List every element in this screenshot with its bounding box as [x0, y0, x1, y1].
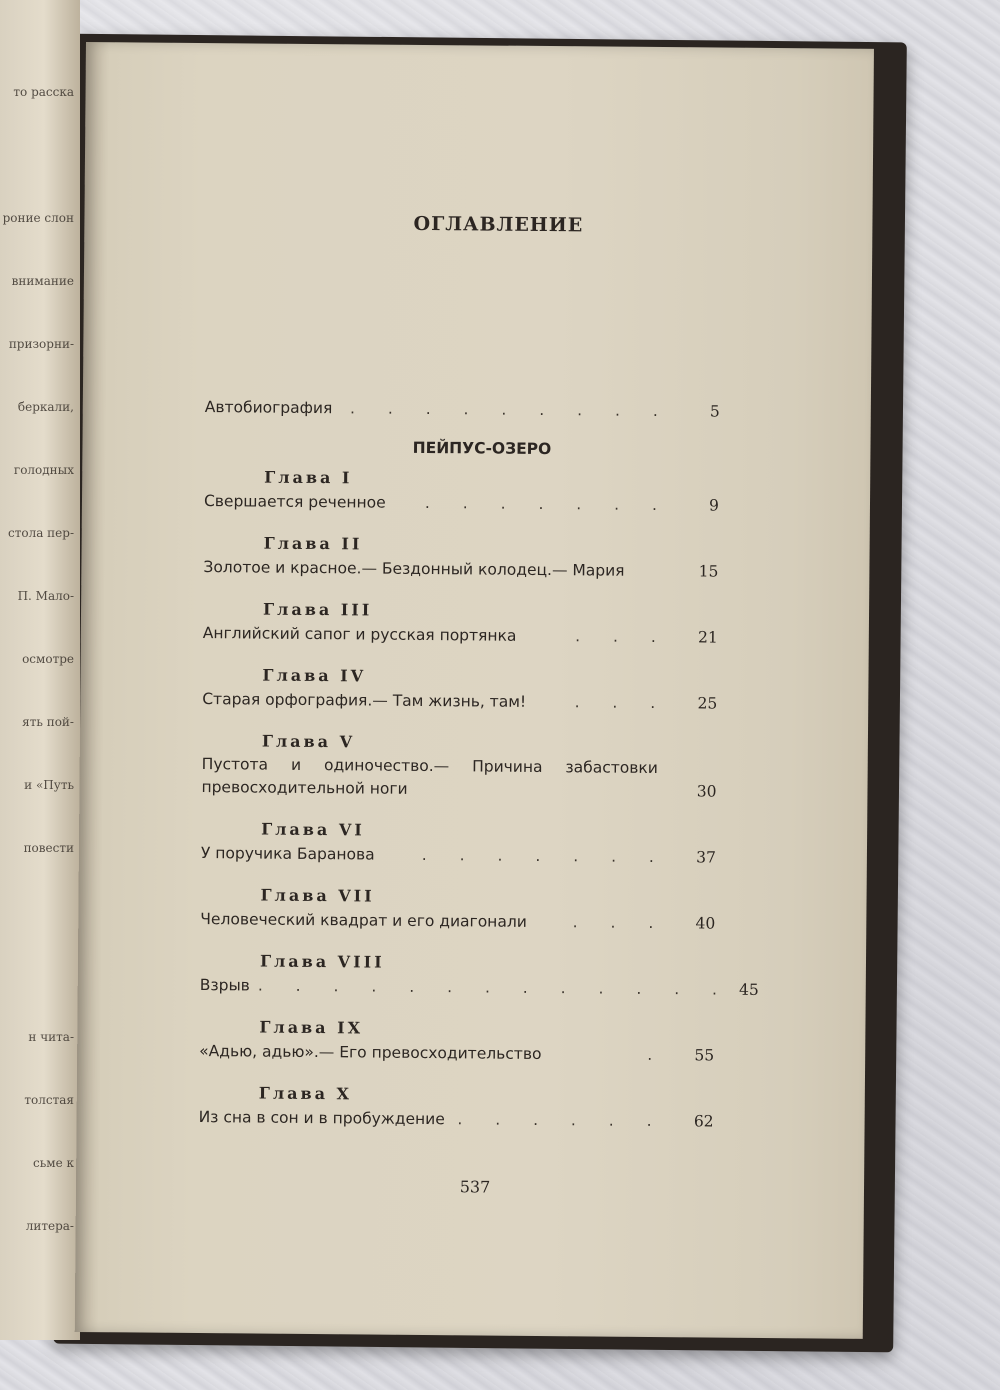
chapter-heading: Глава III — [262, 599, 373, 620]
chapter-block — [200, 883, 715, 935]
dot-leader: . . . . . . . . . . . . . — [257, 976, 732, 999]
book-page — [75, 42, 874, 1339]
chapter-block — [199, 1015, 714, 1067]
toc-entry — [199, 1105, 714, 1133]
dot-leader: . . . — [572, 913, 668, 933]
chapter-heading: Глава IX — [259, 1017, 364, 1038]
toc-entry-label: «Адью, адью».— Его превосходительство — [199, 1042, 542, 1064]
toc-entry-label: Свершается реченное — [203, 492, 386, 512]
toc-entry-label-line1: Пустота и одиночество.— Причина забастовки — [201, 755, 658, 778]
chapter-heading: Глава I — [264, 467, 353, 488]
toc-page-number: 45 — [738, 980, 759, 999]
chapter-block — [199, 949, 759, 1001]
toc-entry-multiline — [201, 753, 716, 803]
left-page-text — [0, 40, 80, 1279]
left-page-line: сьме к — [32, 1156, 74, 1170]
toc-entry — [201, 775, 716, 803]
left-page-line: П. Мало- — [17, 589, 74, 603]
chapter-block — [203, 597, 718, 649]
chapter-heading: Глава VII — [260, 885, 375, 906]
toc-page-number: 40 — [695, 914, 716, 933]
toc-page-number: 37 — [696, 848, 716, 867]
toc-page-number: 5 — [709, 402, 720, 421]
toc-entry — [202, 687, 717, 715]
toc-page-number: 21 — [698, 628, 718, 647]
left-page-line: и «Путь — [24, 778, 74, 792]
toc-entry-label: Английский сапог и русская портянка — [202, 624, 517, 645]
toc-page-number: 30 — [696, 782, 717, 801]
dot-leader: . . . — [575, 627, 670, 647]
chapter-block — [204, 465, 719, 517]
page-number-footer: 537 — [459, 1177, 491, 1197]
left-page-line: н чита- — [28, 1030, 74, 1044]
toc-entry-label: У поручика Баранова — [200, 844, 375, 864]
chapter-heading: Глава IV — [262, 665, 367, 686]
toc-entry-label: Автобиография — [204, 398, 333, 418]
toc-entry-label: Из сна в сон и в пробуждение — [198, 1108, 445, 1129]
page-title: ОГЛАВЛЕНИЕ — [413, 212, 584, 237]
left-page-line: призорни- — [8, 337, 74, 351]
toc-entry-label: Старая орфография.— Там жизнь, там! — [202, 690, 527, 711]
toc-entry-label: Взрыв — [199, 976, 250, 995]
toc-page-number: 62 — [693, 1112, 714, 1131]
left-page-line: осмотре — [22, 652, 74, 666]
left-page-line: ять пой- — [22, 715, 74, 729]
toc-entry — [204, 489, 719, 517]
toc-entry — [201, 841, 716, 869]
toc-entry-label: Золотое и красное.— Бездонный колодец.— Мария — [203, 558, 625, 580]
toc-entry-label: Человеческий квадрат и его диагонали — [200, 910, 527, 931]
toc-entry — [200, 907, 715, 935]
dot-leader: . . . — [574, 693, 670, 713]
chapter-block — [203, 531, 718, 583]
chapter-heading: Глава VI — [261, 819, 365, 840]
toc-page-number: 25 — [697, 694, 718, 713]
dot-leader: . — [647, 1045, 667, 1065]
left-page-line: голодных — [13, 463, 74, 477]
chapter-block — [199, 1081, 714, 1133]
left-page — [0, 0, 80, 1340]
table-of-contents — [198, 395, 759, 1151]
left-page-line: роние слон — [2, 211, 74, 225]
chapter-heading: Глава II — [263, 533, 363, 554]
toc-entry — [199, 973, 759, 1001]
dot-leader: . . . . . . . — [421, 845, 668, 867]
left-page-line: толстая — [24, 1093, 74, 1107]
dot-leader: . . . . . . . — [424, 493, 672, 515]
toc-entry — [203, 621, 718, 649]
dot-leader: . . . . . . — [457, 1110, 666, 1131]
left-page-line: литера- — [25, 1219, 74, 1233]
chapter-heading: Глава X — [258, 1083, 353, 1104]
section-heading: ПЕЙПУС-ОЗЕРО — [412, 438, 552, 459]
chapter-block — [202, 663, 717, 715]
chapter-block — [201, 817, 716, 869]
chapter-heading: Глава VIII — [259, 951, 385, 972]
chapter-heading: Глава V — [261, 731, 356, 752]
toc-page-number: 15 — [698, 562, 719, 581]
left-page-line: беркали, — [17, 400, 74, 414]
left-page-line: внимание — [11, 274, 74, 288]
chapter-block — [201, 729, 717, 803]
dot-leader: . . . . . . . . . — [349, 399, 672, 421]
left-page-line: стола пер- — [7, 526, 74, 540]
toc-entry-label-line2: превосходительной ноги — [201, 778, 408, 798]
toc-entry — [199, 1039, 714, 1067]
toc-page-number: 9 — [709, 496, 720, 515]
toc-page-number: 55 — [694, 1046, 715, 1065]
left-page-line: то расска — [13, 85, 74, 99]
left-page-line: повести — [23, 841, 74, 855]
toc-entry — [203, 555, 718, 583]
toc-entry-autobiography — [205, 395, 720, 423]
